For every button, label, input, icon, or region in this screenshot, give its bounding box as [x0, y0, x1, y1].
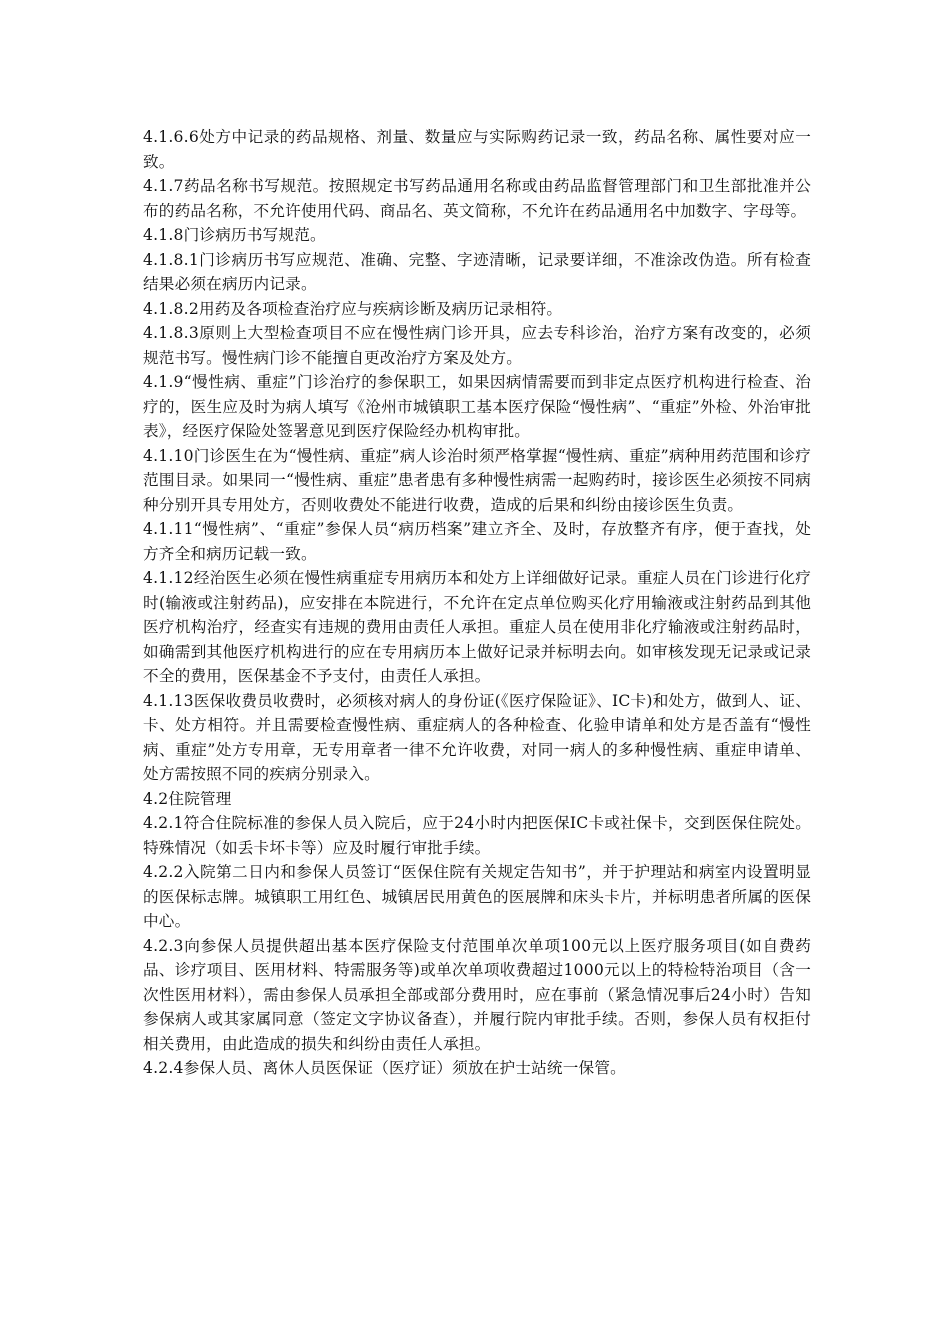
paragraph-4-1-8-3: 4.1.8.3原则上大型检查项目不应在慢性病门诊开具，应去专科诊治，治疗方案有改变的，必须规范书写。慢性病门诊不能擅自更改治疗方案及处方。	[143, 324, 811, 367]
paragraph-4-2-1: 4.2.1符合住院标准的参保人员入院后，应于24小时内把医保IC卡或社保卡，交到医保住院处。特殊情况（如丢卡坏卡等）应及时履行审批手续。	[143, 814, 811, 857]
paragraph-4-1-8: 4.1.8门诊病历书写规范。	[143, 226, 326, 244]
paragraph-4-2-3: 4.2.3向参保人员提供超出基本医疗保险支付范围单次单项100元以上医疗服务项目(如自费药品、诊疗项目、医用材料、特需服务等)或单次单项收费超过1000元以上的特检特治项目（含一次性医用材料），需由参保人员承担全部或部分费用时，应在事前（紧急情况事后24小时）告知参保病人或其家属同意（签定文字协议备查），并履行院内审批手续。否则，参保人员有权拒付相关费用，由此造成的损失和纠纷由责任人承担。	[143, 936, 811, 1053]
paragraph-4-1-9: 4.1.9“慢性病、重症”门诊治疗的参保职工，如果因病情需要而到非定点医疗机构进行检查、治疗的，医生应及时为病人填写《沧州市城镇职工基本医疗保险“慢性病”、“重症”外检、外治审批表》，经医疗保险处签署意见到医疗保险经办机构审批。	[143, 373, 811, 440]
document-body	[143, 125, 811, 1081]
paragraph-4-1-13: 4.1.13医保收费员收费时，必须核对病人的身份证(《医疗保险证》、IC卡)和处方，做到人、证、卡、处方相符。并且需要检查慢性病、重症病人的各种检查、化验申请单和处方是否盖有“慢性病、重症”处方专用章，无专用章者一律不允许收费，对同一病人的多种慢性病、重症申请单、处方需按照不同的疾病分别录入。	[143, 691, 811, 783]
paragraph-4-2-2: 4.2.2入院第二日内和参保人员签订“医保住院有关规定告知书”，并于护理站和病室内设置明显的医保标志牌。城镇职工用红色、城镇居民用黄色的医展牌和床头卡片，并标明患者所属的医保中心。	[143, 863, 811, 930]
paragraph-4-1-8-1: 4.1.8.1门诊病历书写应规范、准确、完整、字迹清晰，记录要详细，不准涂改伪造。所有检查结果必须在病历内记录。	[143, 250, 811, 293]
paragraph-4-1-8-2: 4.1.8.2用药及各项检查治疗应与疾病诊断及病历记录相符。	[143, 299, 563, 318]
paragraph-4-1-10: 4.1.10门诊医生在为“慢性病、重症”病人诊治时须严格掌握“慢性病、重症”病种用药范围和诊疗范围目录。如果同一“慢性病、重症”患者患有多种慢性病需一起购药时，接诊医生必须按不同病种分别开具专用处方，否则收费处不能进行收费，造成的后果和纠纷由接诊医生负责。	[143, 446, 811, 514]
section-heading-4-2: 4.2住院管理	[143, 789, 232, 808]
paragraph-4-1-11: 4.1.11“慢性病”、“重症”参保人员“病历档案”建立齐全、及时，存放整齐有序，便于查找，处方齐全和病历记载一致。	[143, 520, 811, 563]
paragraph-4-1-7: 4.1.7药品名称书写规范。按照规定书写药品通用名称或由药品监督管理部门和卫生部批准并公布的药品名称，不允许使用代码、商品名、英文简称，不允许在药品通用名中加数字、字母等。	[143, 177, 811, 220]
paragraph-4-1-6-6: 4.1.6.6处方中记录的药品规格、剂量、数量应与实际购药记录一致，药品名称、属性要对应一致。	[143, 128, 811, 171]
paragraph-4-2-4: 4.2.4参保人员、离休人员医保证（医疗证）须放在护士站统一保管。	[143, 1059, 626, 1077]
paragraph-4-1-12: 4.1.12经治医生必须在慢性病重症专用病历本和处方上详细做好记录。重症人员在门诊进行化疗时(输液或注射药品)，应安排在本院进行，不允许在定点单位购买化疗用输液或注射药品到其他医疗机构治疗，经查实有违规的费用由责任人承担。重症人员在使用非化疗输液或注射药品时，如确需到其他医疗机构进行的应在专用病历本上做好记录并标明去向。如审核发现无记录或记录不全的费用，医保基金不予支付，由责任人承担。	[143, 569, 811, 685]
